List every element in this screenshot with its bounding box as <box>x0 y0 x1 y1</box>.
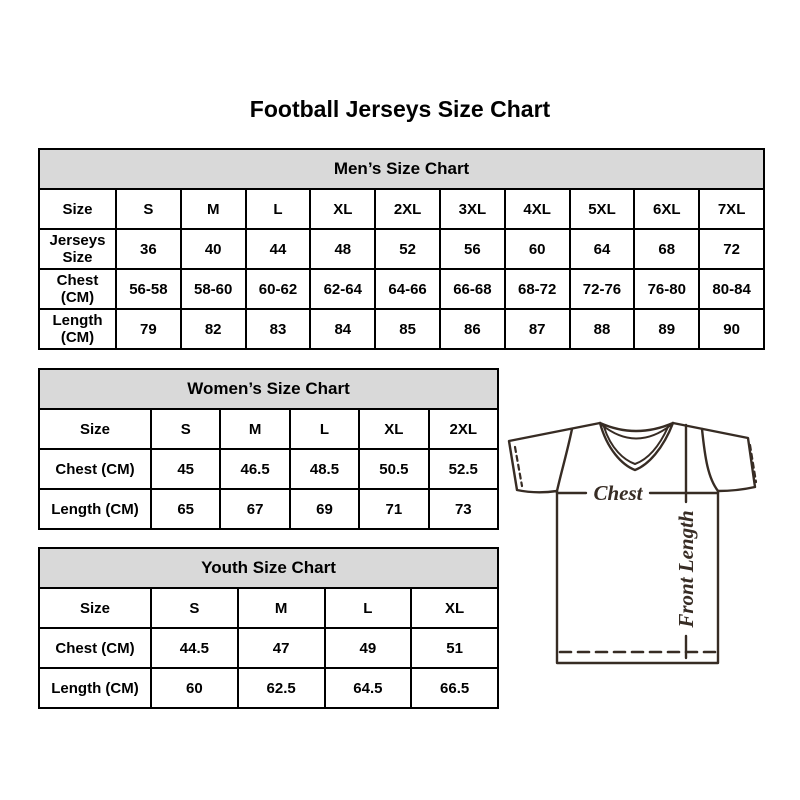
value-cell: 40 <box>181 229 246 269</box>
row-label-cell: Size <box>39 189 116 229</box>
value-cell: 69 <box>290 489 359 529</box>
value-cell: L <box>325 588 412 628</box>
value-cell: 65 <box>151 489 220 529</box>
value-cell: 72 <box>699 229 764 269</box>
value-cell: XL <box>411 588 498 628</box>
value-cell: 79 <box>116 309 181 349</box>
value-cell: 45 <box>151 449 220 489</box>
value-cell: 64.5 <box>325 668 412 708</box>
value-cell: 48 <box>310 229 375 269</box>
page-title: Football Jerseys Size Chart <box>249 96 551 122</box>
value-cell: 82 <box>181 309 246 349</box>
value-cell: 66-68 <box>440 269 505 309</box>
value-cell: 2XL <box>375 189 440 229</box>
table-row <box>39 229 764 269</box>
mens-table-title: Men’s Size Chart <box>39 149 764 189</box>
value-cell: 83 <box>246 309 311 349</box>
chest-label: Chest <box>593 481 643 505</box>
value-cell: 76-80 <box>634 269 699 309</box>
value-cell: 52.5 <box>429 449 498 489</box>
womens-size-table <box>38 368 499 530</box>
value-cell: 6XL <box>634 189 699 229</box>
value-cell: L <box>246 189 311 229</box>
value-cell: 3XL <box>440 189 505 229</box>
value-cell: 86 <box>440 309 505 349</box>
right-armhole-seam <box>702 429 718 491</box>
value-cell: 56-58 <box>116 269 181 309</box>
value-cell: XL <box>310 189 375 229</box>
value-cell: 2XL <box>429 409 498 449</box>
row-label-cell: Jerseys Size <box>39 229 116 269</box>
table-title-row <box>39 369 498 409</box>
value-cell: 89 <box>634 309 699 349</box>
value-cell: 44.5 <box>151 628 238 668</box>
table-row <box>39 628 498 668</box>
value-cell: S <box>151 588 238 628</box>
row-label-cell: Size <box>39 409 151 449</box>
value-cell: S <box>116 189 181 229</box>
front-length-label: Front Length <box>674 510 698 628</box>
collar-outline <box>600 423 673 431</box>
value-cell: L <box>290 409 359 449</box>
mens-size-table <box>38 148 765 350</box>
table-title-row <box>39 149 764 189</box>
row-label-cell: Chest (CM) <box>39 449 151 489</box>
row-label-cell: Length (CM) <box>39 309 116 349</box>
value-cell: 51 <box>411 628 498 668</box>
value-cell: 85 <box>375 309 440 349</box>
table-row <box>39 668 498 708</box>
value-cell: 44 <box>246 229 311 269</box>
value-cell: 71 <box>359 489 428 529</box>
row-label-cell: Length (CM) <box>39 668 151 708</box>
value-cell: 68-72 <box>505 269 570 309</box>
value-cell: 62-64 <box>310 269 375 309</box>
value-cell: 80-84 <box>699 269 764 309</box>
value-cell: 84 <box>310 309 375 349</box>
value-cell: M <box>238 588 325 628</box>
value-cell: 60 <box>151 668 238 708</box>
value-cell: 64-66 <box>375 269 440 309</box>
value-cell: 60 <box>505 229 570 269</box>
value-cell: 50.5 <box>359 449 428 489</box>
value-cell: 4XL <box>505 189 570 229</box>
value-cell: 52 <box>375 229 440 269</box>
value-cell: 72-76 <box>570 269 635 309</box>
value-cell: 87 <box>505 309 570 349</box>
table-row <box>39 449 498 489</box>
value-cell: XL <box>359 409 428 449</box>
value-cell: 5XL <box>570 189 635 229</box>
value-cell: 68 <box>634 229 699 269</box>
value-cell: 67 <box>220 489 289 529</box>
table-row <box>39 489 498 529</box>
value-cell: 88 <box>570 309 635 349</box>
value-cell: M <box>181 189 246 229</box>
value-cell: 90 <box>699 309 764 349</box>
left-armhole-seam <box>557 429 572 491</box>
row-label-cell: Chest (CM) <box>39 269 116 309</box>
youth-size-table <box>38 547 499 709</box>
table-row <box>39 189 764 229</box>
value-cell: 7XL <box>699 189 764 229</box>
jersey-measurement-diagram <box>505 403 765 673</box>
value-cell: 64 <box>570 229 635 269</box>
value-cell: 48.5 <box>290 449 359 489</box>
table-title-row <box>39 548 498 588</box>
value-cell: 62.5 <box>238 668 325 708</box>
value-cell: M <box>220 409 289 449</box>
value-cell: 47 <box>238 628 325 668</box>
value-cell: 58-60 <box>181 269 246 309</box>
value-cell: 36 <box>116 229 181 269</box>
jersey-outline <box>509 423 755 663</box>
row-label-cell: Size <box>39 588 151 628</box>
value-cell: S <box>151 409 220 449</box>
table-row <box>39 588 498 628</box>
row-label-cell: Chest (CM) <box>39 628 151 668</box>
value-cell: 66.5 <box>411 668 498 708</box>
womens-table-title: Women’s Size Chart <box>39 369 498 409</box>
value-cell: 49 <box>325 628 412 668</box>
youth-table-title: Youth Size Chart <box>39 548 498 588</box>
table-row <box>39 269 764 309</box>
row-label-cell: Length (CM) <box>39 489 151 529</box>
value-cell: 46.5 <box>220 449 289 489</box>
value-cell: 73 <box>429 489 498 529</box>
value-cell: 60-62 <box>246 269 311 309</box>
table-row <box>39 409 498 449</box>
table-row <box>39 309 764 349</box>
value-cell: 56 <box>440 229 505 269</box>
